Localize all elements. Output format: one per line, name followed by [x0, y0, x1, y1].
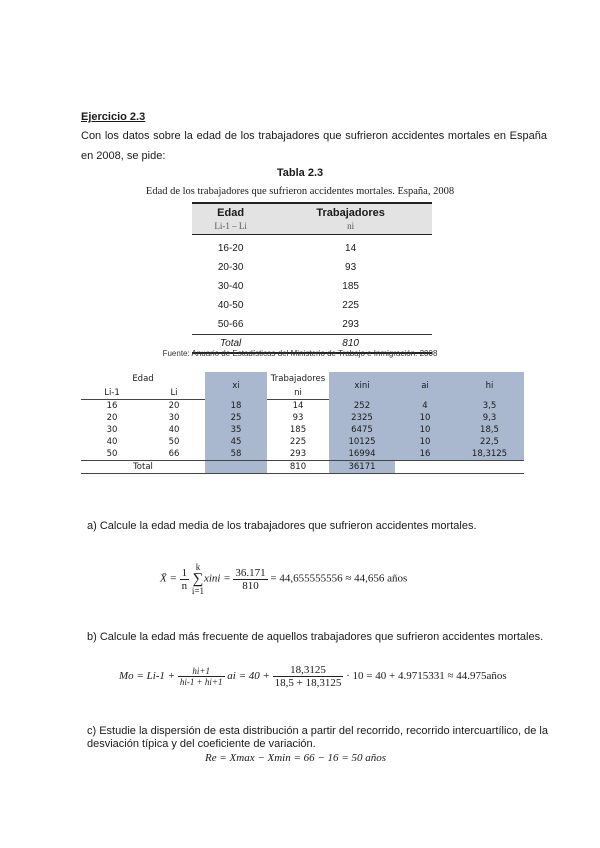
- table-subheader-row: [192, 220, 432, 235]
- question-a: a) Calcule la edad media de los trabajadores que sufrieron accidentes mortales.: [87, 520, 477, 532]
- total-n: 810: [267, 461, 329, 474]
- table-row: 40-50 225: [217, 300, 359, 311]
- table-row: 40 50 45 225 10125 10 22,5: [81, 436, 524, 448]
- table-caption: Tabla 2.3: [276, 167, 324, 179]
- col-edad: Edad: [132, 374, 154, 384]
- table-row: 30 40 35 185 6475 10 18,5: [81, 424, 524, 436]
- col-ai: ai: [395, 372, 455, 400]
- col-ni: ni: [267, 386, 329, 400]
- col-edad: Edad: [192, 203, 269, 220]
- table-source: Fuente: Anuario de Estadísticas del Ministerio de Trabajo e Inmigración. 2008: [162, 349, 438, 358]
- col-trabajadores-sub: ni: [269, 220, 432, 235]
- formula-range: Re = Xmax − Xmin = 66 − 16 = 50 años: [205, 752, 387, 764]
- col-li: Li: [143, 386, 205, 400]
- table-row: 30-40 185: [217, 281, 359, 292]
- total-value: 810: [269, 335, 432, 354]
- table-row: 50 66 58 293 16994 16 18,3125: [81, 448, 524, 461]
- table-row: 20 30 25 93 2325 10 9,3: [81, 412, 524, 424]
- computation-table: [81, 372, 524, 474]
- question-c: c) Estudie la dispersión de esta distribución a partir del recorrido, recorrido intercuartílico, de la desviación típica y del coeficiente de variación.: [87, 725, 548, 750]
- table-row: 20-30 93: [217, 262, 357, 273]
- col-xi: xi: [205, 372, 267, 400]
- exercise-heading: Ejercicio 2.3: [81, 111, 146, 123]
- formula-mode: Mo = Li-1 + $\frac{hi+1}{hi-1 + hi+1}$ ai = 40 + $\frac{18,3125}{18,5 + 18,3125}$ · 10 = 40 + 4.9715331 ≈ 44.975años: [119, 664, 507, 689]
- total-label: Total: [81, 461, 205, 474]
- table-header-row: [192, 203, 432, 220]
- table-subtitle: Edad de los trabajadores que sufrieron accidentes mortales. España, 2008: [145, 186, 455, 197]
- total-label: Total: [192, 335, 269, 354]
- intro-paragraph: Con los datos sobre la edad de los trabajadores que sufrieron accidentes mortales en España en 2008, se pide:: [81, 130, 547, 162]
- question-b: b) Calcule la edad más frecuente de aquellos trabajadores que sufrieron accidentes mortales.: [87, 631, 544, 643]
- table-total-row: [81, 461, 524, 474]
- col-edad-sub: Li-1 – Li: [192, 220, 269, 235]
- col-hi: hi: [455, 372, 524, 400]
- total-xn: 36171: [329, 461, 395, 474]
- col-trabajadores: Trabajadores: [270, 374, 326, 384]
- col-trabajadores: Trabajadores: [269, 203, 432, 220]
- table-row: 50-66 293: [217, 319, 359, 330]
- table-header-row: [81, 372, 524, 386]
- col-li1: Li-1: [81, 386, 143, 400]
- source-table: [192, 202, 432, 354]
- table-row: 16-20 14: [217, 243, 357, 254]
- col-xini: xini: [329, 372, 395, 400]
- formula-mean: X̄ = $\frac{1}{n}$ k ∑ i=1 xini = $\frac{36.171}{810}$ = 44,655555556 ≈ 44,656 años: [160, 562, 408, 596]
- table-row: 16 20 18 14 252 4 3,5: [81, 400, 524, 413]
